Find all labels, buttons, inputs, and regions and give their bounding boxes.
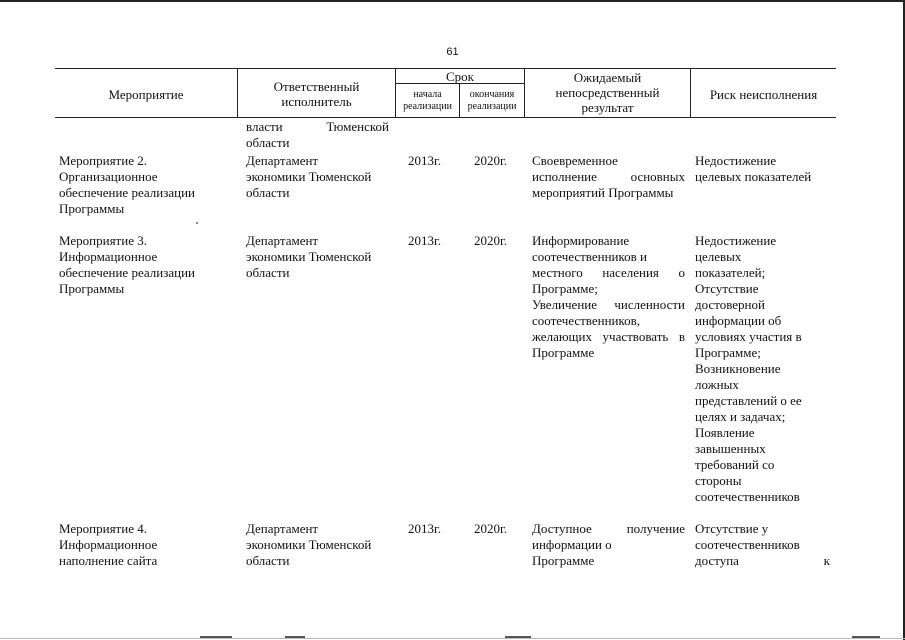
cell-line: области <box>246 185 290 200</box>
cell-line: области <box>246 265 290 280</box>
cell-line: желающих участвовать в <box>532 329 685 344</box>
header-term-start <box>396 89 459 113</box>
cell-line: Информирование <box>532 233 630 248</box>
cell-line: целевых показателей <box>695 169 812 184</box>
cell-line: Информационное <box>59 249 158 264</box>
cell-expected-result <box>532 233 685 361</box>
cell-line: Недостижение <box>695 153 777 168</box>
cell-responsible <box>246 521 389 569</box>
cell-line: Программе <box>532 345 595 360</box>
cell-line: Отсутствие <box>695 281 759 296</box>
header-term-start-line: реализации <box>403 101 452 112</box>
scan-artifact-mark <box>200 636 232 638</box>
cell-line: завышенных <box>695 441 766 456</box>
header-term-end <box>460 89 524 113</box>
cell-line: Программе; <box>532 281 598 296</box>
cell-line: Доступное получение <box>532 521 685 536</box>
cell-line: Департамент <box>246 233 319 248</box>
cell-line: области <box>246 553 290 568</box>
header-responsible-line: Ответственный <box>273 79 360 94</box>
cell-line: целевых <box>695 249 742 264</box>
cell-line: области <box>246 135 290 150</box>
cell-line: Программы <box>59 201 125 216</box>
cell-line: стороны <box>695 473 742 488</box>
scan-artifact-mark <box>505 636 531 638</box>
cell-line: Программе; <box>695 345 761 360</box>
cell-line: Информационное <box>59 537 158 552</box>
table-header-bottom-rule <box>55 117 836 118</box>
cell-start-year: 2013г. <box>408 521 442 536</box>
cell-line: исполнение основных <box>532 169 685 184</box>
page-number: 61 <box>446 46 459 58</box>
header-activity: Мероприятие <box>108 87 184 102</box>
cell-responsible <box>246 233 389 281</box>
cell-expected-result <box>532 153 685 201</box>
cell-line: власти Тюменской <box>246 119 389 134</box>
cell-line: экономики Тюменской <box>246 249 372 264</box>
cell-line: соотечественников и <box>532 249 648 264</box>
cell-expected-result <box>532 521 685 569</box>
cell-line: обеспечение реализации <box>59 185 195 200</box>
cell-line: Увеличение численности <box>532 297 685 312</box>
cell-line: Своевременное <box>532 153 618 168</box>
cell-line: соотечественников <box>695 489 800 504</box>
cell-line: информации о <box>532 537 612 552</box>
cell-activity <box>59 233 234 297</box>
cell-line: доступа к <box>695 553 830 568</box>
cell-line: Программе <box>532 553 595 568</box>
scan-frame-bottom <box>0 638 905 639</box>
cell-risk <box>695 521 830 569</box>
cell-line: экономики Тюменской <box>246 537 372 552</box>
header-responsible <box>238 79 395 109</box>
cell-start-year: 2013г. <box>408 153 442 168</box>
cell-line: ложных <box>695 377 739 392</box>
cell-line: соотечественников <box>695 537 800 552</box>
cell-risk <box>695 153 825 185</box>
scan-speck <box>196 222 198 224</box>
cell-responsible <box>246 153 389 201</box>
scan-frame-top <box>0 0 905 2</box>
cell-risk <box>695 233 825 505</box>
cell-line: экономики Тюменской <box>246 169 372 184</box>
cell-line: мероприятий Программы <box>532 185 674 200</box>
cell-end-year: 2020г. <box>474 521 508 536</box>
header-responsible-line: исполнитель <box>281 94 352 109</box>
cell-line: представлений о ее <box>695 393 802 408</box>
cell-end-year: 2020г. <box>474 153 508 168</box>
header-risk: Риск неисполнения <box>709 87 818 102</box>
cell-line: требований со <box>695 457 775 472</box>
cell-line: условиях участия в <box>695 329 802 344</box>
cell-line: Мероприятие 2. <box>59 153 147 168</box>
cell-line: наполнение сайта <box>59 553 158 568</box>
cell-line: достоверной <box>695 297 765 312</box>
scan-artifact-mark <box>285 636 305 638</box>
cell-start-year: 2013г. <box>408 233 442 248</box>
cell-line: соотечественников, <box>532 313 641 328</box>
cell-activity <box>59 521 234 569</box>
header-term-end-line: реализации <box>467 101 517 112</box>
cell-line: показателей; <box>695 265 766 280</box>
cell-line: Отсутствие у <box>695 521 769 536</box>
header-term-start-line: начала <box>413 89 442 100</box>
cell-end-year: 2020г. <box>474 233 508 248</box>
cell-line: Департамент <box>246 521 319 536</box>
continuation-responsible <box>246 119 389 151</box>
cell-line: обеспечение реализации <box>59 265 195 280</box>
cell-line: Программы <box>59 281 125 296</box>
header-expected-result <box>525 70 690 115</box>
cell-line: Мероприятие 3. <box>59 233 147 248</box>
header-term-end-line: окончания <box>469 89 515 100</box>
header-term: Срок <box>446 69 474 84</box>
cell-line: Департамент <box>246 153 319 168</box>
cell-line: Мероприятие 4. <box>59 521 147 536</box>
cell-line: Появление <box>695 425 755 440</box>
header-expected-line: непосредственный <box>555 85 660 100</box>
cell-line: Возникновение <box>695 361 781 376</box>
cell-line: информации об <box>695 313 782 328</box>
cell-line: Недостижение <box>695 233 777 248</box>
scan-artifact-mark <box>852 636 880 638</box>
cell-line: целях и задачах; <box>695 409 786 424</box>
cell-line: Организационное <box>59 169 158 184</box>
header-expected-line: Ожидаемый <box>573 70 642 85</box>
cell-activity <box>59 153 234 217</box>
cell-line: местного населения о <box>532 265 685 280</box>
header-expected-line: результат <box>581 100 634 115</box>
